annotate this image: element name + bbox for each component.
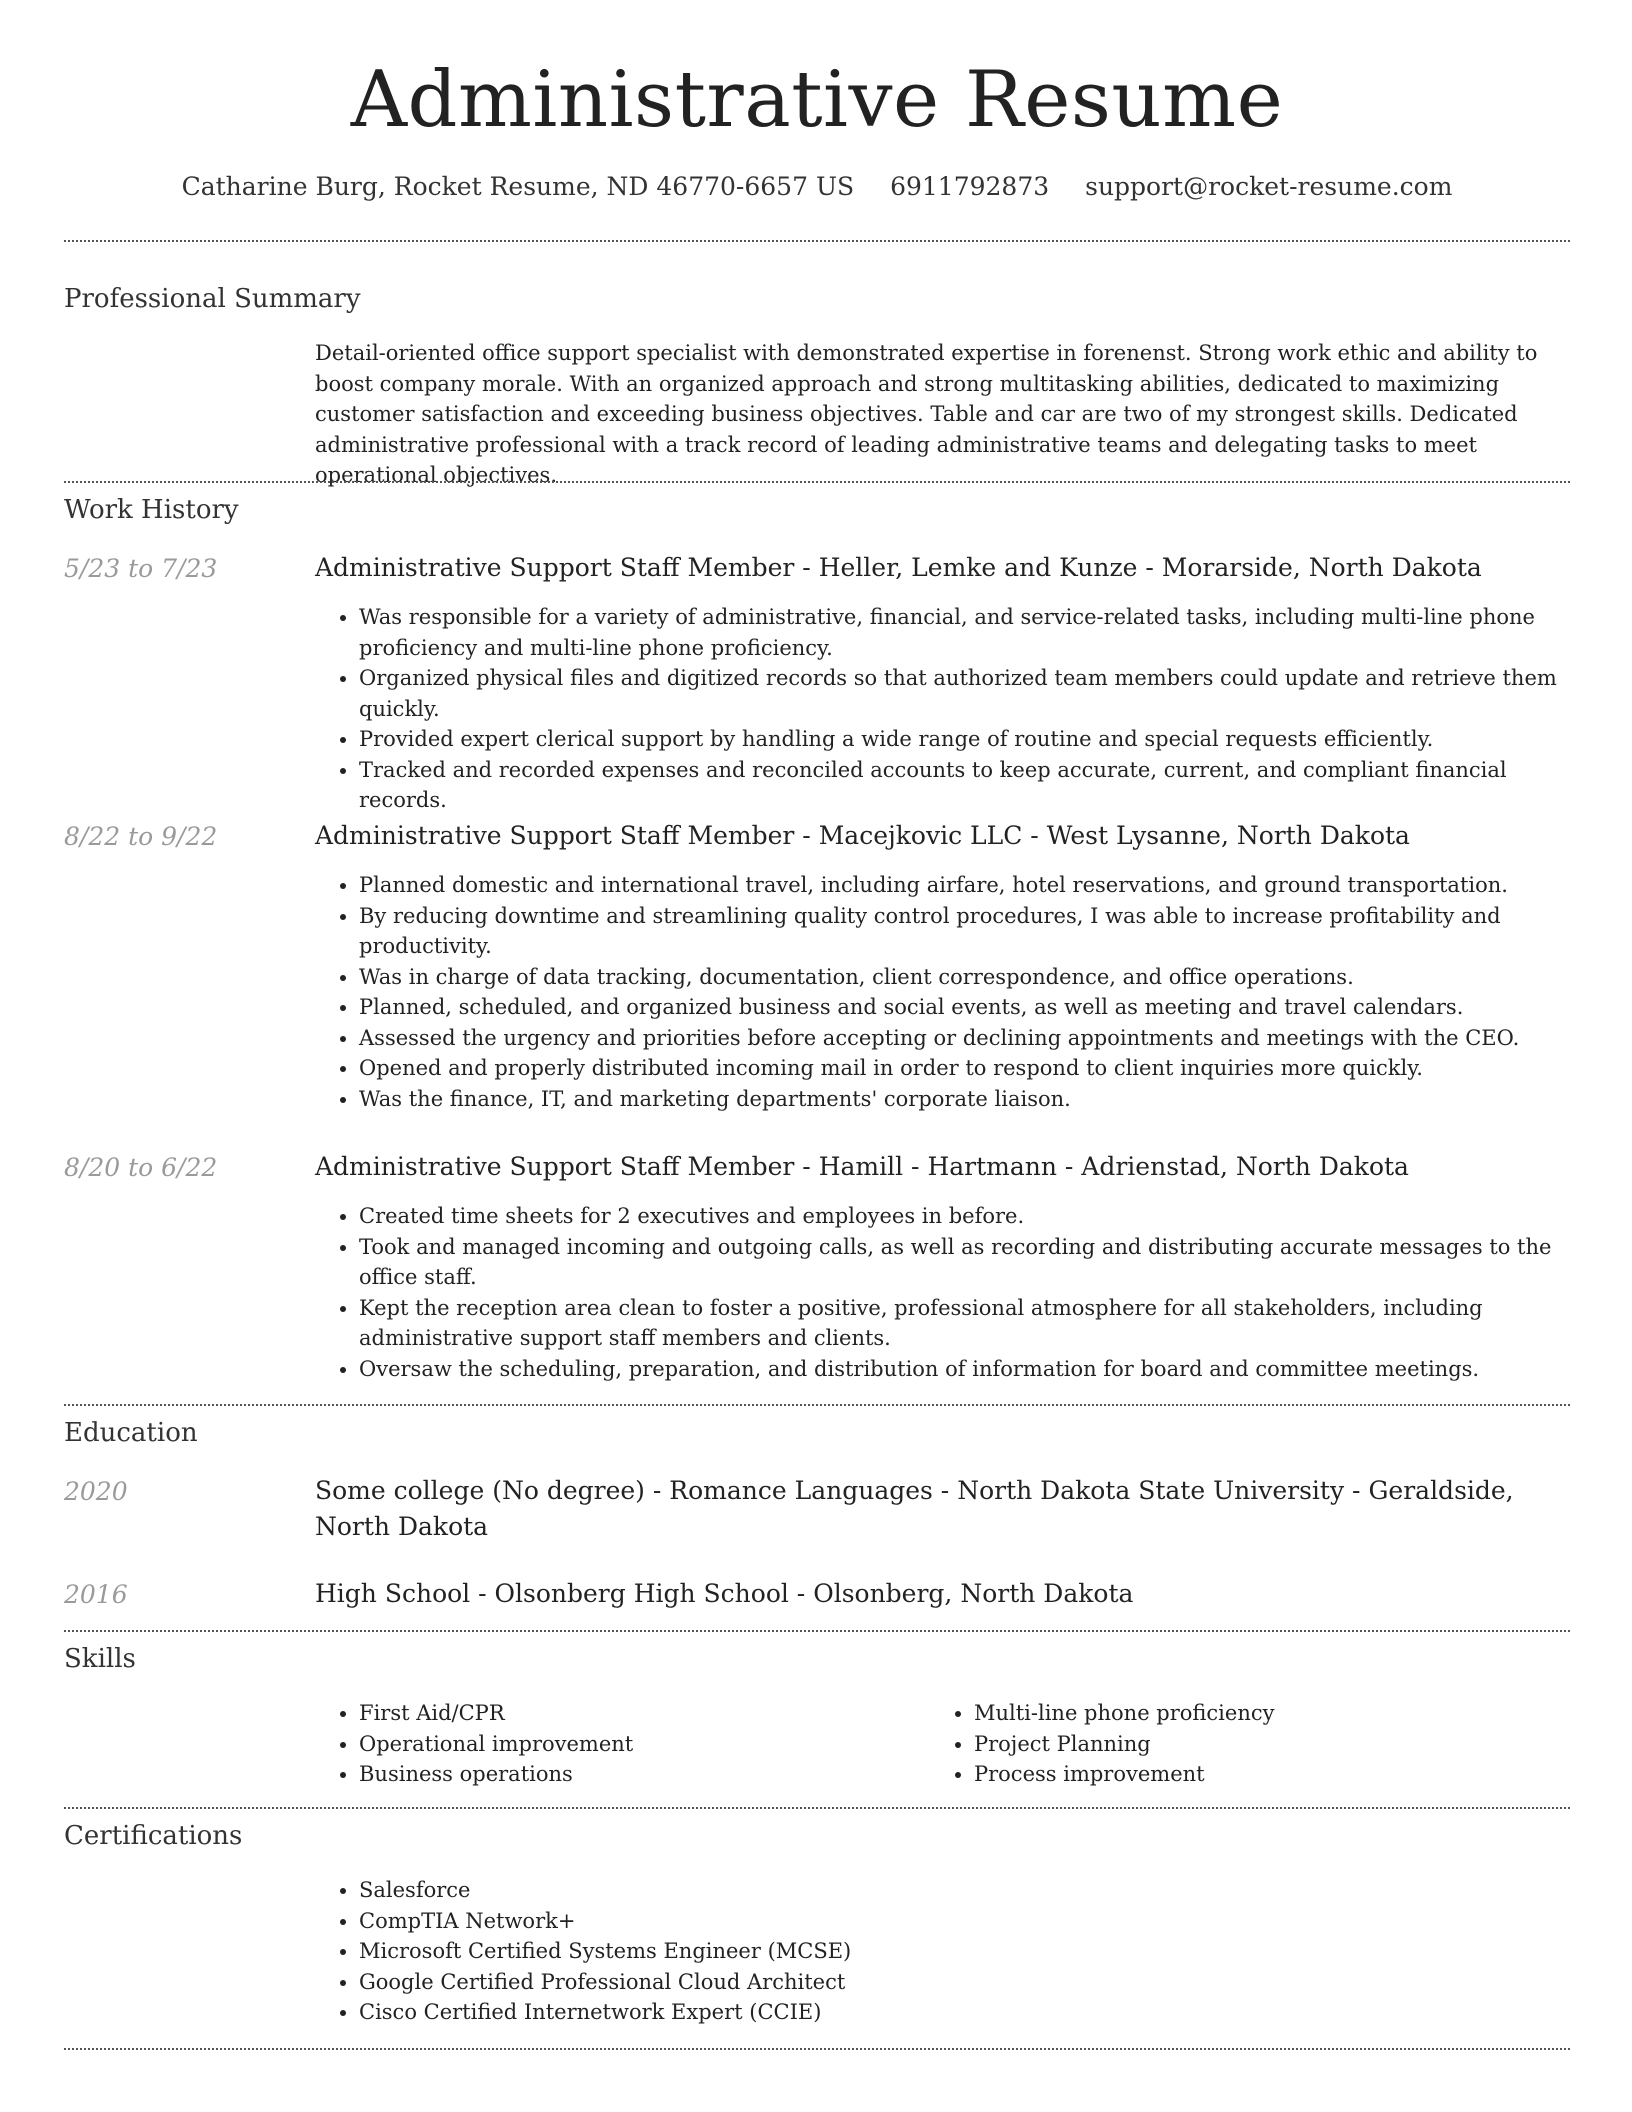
education-year: 2016	[64, 1580, 128, 1609]
job-bullet: • Was responsible for a variety of administrative, financial, and service-related tasks, including multi-line phone proficiency and multi-line phone proficiency.	[359, 602, 1570, 663]
section-divider	[64, 240, 1570, 242]
job-bullets	[315, 602, 1570, 816]
education-year: 2020	[64, 1477, 128, 1506]
section-divider	[64, 2048, 1570, 2050]
job-bullet: • Was the finance, IT, and marketing departments' corporate liaison.	[359, 1084, 1570, 1115]
contact-phone: 6911792873	[890, 172, 1050, 201]
job-bullet: • Opened and properly distributed incoming mail in order to respond to client inquiries more quickly.	[359, 1053, 1570, 1084]
job-bullet: • Assessed the urgency and priorities before accepting or declining appointments and meetings with the CEO.	[359, 1023, 1570, 1054]
resume-title: Administrative Resume	[350, 55, 1284, 145]
job-bullets	[315, 870, 1570, 1114]
job-bullet: • Organized physical files and digitized records so that authorized team members could update and retrieve them quickly.	[359, 663, 1570, 724]
skill-item: • Process improvement	[974, 1759, 1570, 1790]
section-title-certifications: Certifications	[64, 1821, 243, 1851]
job-bullet: • Oversaw the scheduling, preparation, and distribution of information for board and committee meetings.	[359, 1354, 1570, 1385]
contact-address: Catharine Burg, Rocket Resume, ND 46770-6657 US	[181, 172, 855, 201]
job-bullet: • Planned, scheduled, and organized business and social events, as well as meeting and travel calendars.	[359, 992, 1570, 1023]
certification-item: • Microsoft Certified Systems Engineer (MCSE)	[359, 1936, 1570, 1967]
section-title-summary: Professional Summary	[64, 284, 361, 314]
job-bullet: • Provided expert clerical support by handling a wide range of routine and special requests efficiently.	[359, 724, 1570, 755]
job-title: Administrative Support Staff Member - Hamill - Hartmann - Adrienstad, North Dakota	[315, 1152, 1409, 1181]
skill-item: • Project Planning	[974, 1729, 1570, 1760]
education-title: High School - Olsonberg High School - Olsonberg, North Dakota	[315, 1579, 1134, 1608]
job-bullet: • Kept the reception area clean to foster a positive, professional atmosphere for all stakeholders, including administrative support staff members and clients.	[359, 1293, 1570, 1354]
job-dates: 8/20 to 6/22	[64, 1153, 218, 1182]
skill-item: • Multi-line phone proficiency	[974, 1698, 1570, 1729]
job-title: Administrative Support Staff Member - Heller, Lemke and Kunze - Morarside, North Dakota	[315, 553, 1482, 582]
certification-item: • Cisco Certified Internetwork Expert (CCIE)	[359, 1997, 1570, 2028]
job-bullet: • Created time sheets for 2 executives and employees in before.	[359, 1201, 1570, 1232]
contact-line	[64, 170, 1570, 204]
certification-item: • Salesforce	[359, 1875, 1570, 1906]
skill-item: • First Aid/CPR	[359, 1698, 930, 1729]
job-dates: 5/23 to 7/23	[64, 554, 218, 583]
certifications-list	[315, 1875, 1570, 2028]
section-divider	[64, 481, 1570, 483]
job-bullet: • Took and managed incoming and outgoing calls, as well as recording and distributing accurate messages to the office staff.	[359, 1232, 1570, 1293]
job-title: Administrative Support Staff Member - Macejkovic LLC - West Lysanne, North Dakota	[315, 821, 1410, 850]
job-bullet: • Planned domestic and international travel, including airfare, hotel reservations, and ground transportation.	[359, 870, 1570, 901]
section-divider	[64, 1807, 1570, 1809]
job-dates: 8/22 to 9/22	[64, 822, 218, 851]
contact-email: support@rocket-resume.com	[1085, 172, 1453, 201]
job-bullet: • Tracked and recorded expenses and reconciled accounts to keep accurate, current, and compliant financial records.	[359, 755, 1570, 816]
summary-text: Detail-oriented office support specialist with demonstrated expertise in forenenst. Strong work ethic and ability to boost company morale. With an organized approach and strong multitasking abilities, dedicated to maximizing customer satisfaction and exceeding business objectives. Table and car are two of my strongest skills. Dedicated administrative professional with a track record of leading administrative teams and delegating tasks to meet operational objectives.	[315, 341, 1538, 487]
education-title: Some college (No degree) - Romance Languages - North Dakota State University - Geraldside, North Dakota	[315, 1476, 1514, 1541]
skill-item: • Business operations	[359, 1759, 930, 1790]
skills-list-right	[930, 1698, 1570, 1790]
job-bullet: • By reducing downtime and streamlining quality control procedures, I was able to increase profitability and productivity.	[359, 901, 1570, 962]
section-title-work-history: Work History	[64, 495, 239, 525]
skill-item: • Operational improvement	[359, 1729, 930, 1760]
section-title-education: Education	[64, 1418, 198, 1448]
job-bullets	[315, 1201, 1570, 1384]
section-title-skills: Skills	[64, 1644, 136, 1674]
section-divider	[64, 1404, 1570, 1406]
section-divider	[64, 1630, 1570, 1632]
certification-item: • CompTIA Network+	[359, 1906, 1570, 1937]
certification-item: • Google Certified Professional Cloud Architect	[359, 1967, 1570, 1998]
job-bullet: • Was in charge of data tracking, documentation, client correspondence, and office operations.	[359, 962, 1570, 993]
skills-list-left	[315, 1698, 930, 1790]
